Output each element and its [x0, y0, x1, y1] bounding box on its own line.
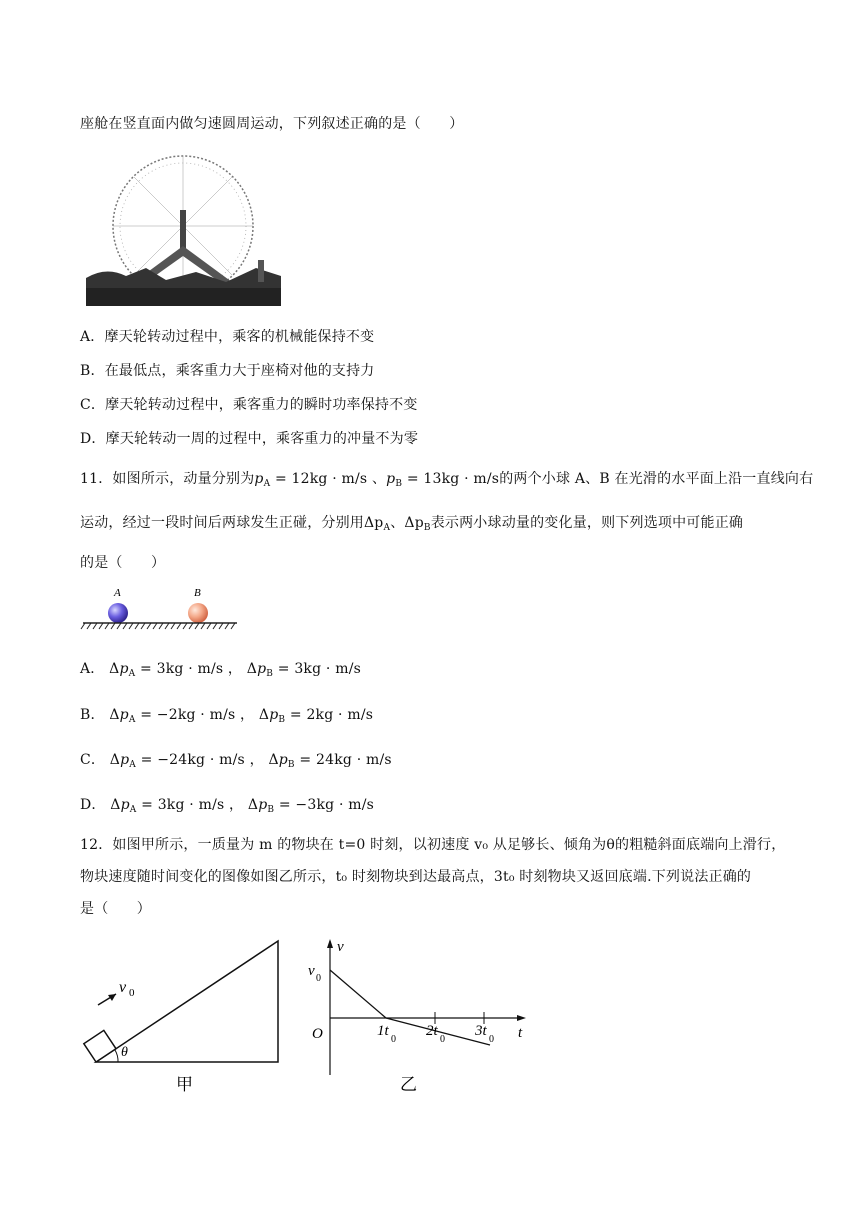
svg-text:0: 0 [489, 1034, 494, 1045]
svg-text:1t: 1t [377, 1023, 389, 1039]
q12-stem-line3: 是（ ） [80, 901, 151, 917]
svg-text:3t: 3t [475, 1023, 487, 1039]
q11-balls-figure [80, 585, 240, 635]
incline-figure [78, 935, 288, 1100]
svg-text:甲: 甲 [176, 1075, 193, 1094]
ball-a [108, 603, 128, 623]
q11-stem-line1: 11．如图所示，动量分别为$p_A = 12kg \cdot m/s$ 、$p_B = 13kg \cdot m/s$的两个小球 A、B 在光滑的水平面上沿一直线向右 [80, 471, 814, 489]
q10-option-d: D．摩天轮转动一周的过程中，乘客重力的冲量不为零 [80, 431, 419, 447]
ball-a-label: A [114, 587, 121, 599]
svg-text:t: t [518, 1025, 523, 1041]
ferris-wheel-image [86, 148, 281, 306]
q12-stem-line2: 物块速度随时间变化的图像如图乙所示，t₀ 时刻物块到达最高点，3t₀ 时刻物块又返回底端.下列说法正确的 [80, 869, 752, 885]
q11-stem-line3: 的是（ ） [80, 555, 166, 571]
ball-b [188, 603, 208, 623]
q11-option-b: B． $\Delta p_A = -2kg \cdot m/s$ ， $\Delta p_B = 2kg \cdot m/s$ [80, 707, 374, 725]
q11-option-a: A． $\Delta p_A = 3kg \cdot m/s$ ， $\Delta p_B = 3kg \cdot m/s$ [80, 661, 362, 679]
svg-text:v: v [119, 979, 127, 996]
svg-text:0: 0 [440, 1034, 445, 1045]
svg-text:乙: 乙 [400, 1075, 417, 1094]
ball-b-label: B [194, 587, 201, 599]
svg-text:v: v [308, 963, 315, 979]
vt-graph-figure [300, 935, 535, 1100]
svg-text:0: 0 [129, 987, 135, 999]
svg-text:v: v [337, 939, 344, 955]
q11-stem-line2: 运动，经过一段时间后两球发生正碰，分别用$\Delta p_A$、$\Delta p_B$表示两小球动量的变化量，则下列选项中可能正确 [80, 515, 744, 533]
svg-text:θ: θ [121, 1045, 128, 1060]
svg-text:0: 0 [316, 973, 321, 984]
q10-stem: 座舱在竖直面内做匀速圆周运动，下列叙述正确的是（ ） [80, 116, 464, 132]
svg-text:2t: 2t [426, 1023, 438, 1039]
q10-option-b: B．在最低点，乘客重力大于座椅对他的支持力 [80, 363, 375, 379]
q12-stem-line1: 12．如图甲所示，一质量为 m 的物块在 t=0 时刻，以初速度 v₀ 从足够长、倾角为θ的粗糙斜面底端向上滑行， [80, 837, 786, 853]
q11-option-d: D． $\Delta p_A = 3kg \cdot m/s$ ， $\Delta p_B = -3kg \cdot m/s$ [80, 797, 375, 815]
q11-option-c: C． $\Delta p_A = -24kg \cdot m/s$ ， $\Delta p_B = 24kg \cdot m/s$ [80, 752, 392, 770]
q10-option-a: A．摩天轮转动过程中，乘客的机械能保持不变 [80, 329, 375, 345]
svg-text:O: O [312, 1026, 323, 1042]
q10-option-c: C．摩天轮转动过程中，乘客重力的瞬时功率保持不变 [80, 397, 418, 413]
svg-text:0: 0 [391, 1034, 396, 1045]
